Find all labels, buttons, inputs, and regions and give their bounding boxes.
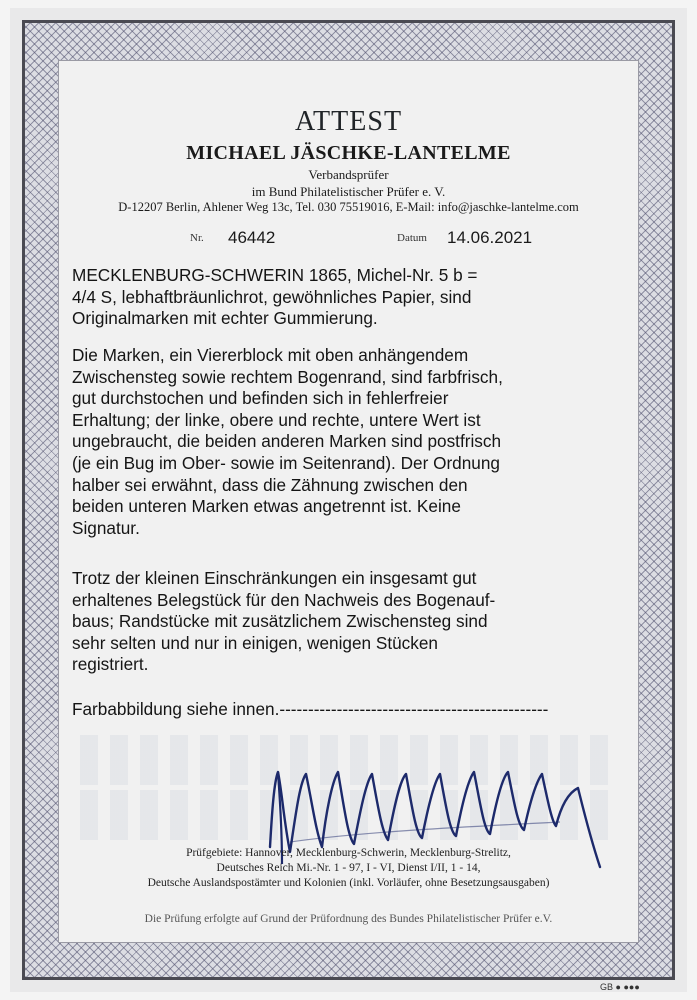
text-line: baus; Randstücke mit zusätzlichem Zwischensteg sind [72,611,488,632]
text-line: registriert. [72,654,149,675]
paragraph-assessment [72,568,620,676]
text-line: Zwischensteg sowie rechtem Bogenrand, sind farbfrisch, [72,366,503,387]
certificate-date: 14.06.2021 [447,228,533,247]
paragraph-description [72,265,620,330]
paragraph-image-note [72,699,620,721]
footer-line: Deutsche Auslandspostämter und Kolonien (inkl. Vorläufer, ohne Besetzungsausgaben) [147,877,550,889]
examiner-address: D-12207 Berlin, Ahlener Weg 13c, Tel. 030 75519016, E-Mail: info@jaschke-lantelme.com [118,200,579,214]
examination-note: Die Prüfung erfolgte auf Grund der Prüfordnung des Bundes Philatelistischer Prüfer e.V. [144,913,553,925]
examination-areas [58,846,639,891]
footer-line: Prüfgebiete: Hannover, Mecklenburg-Schwerin, Mecklenburg-Strelitz, [186,847,511,859]
paragraph-condition [72,345,620,539]
text-line: beiden unteren Marken etwas angetrennt ist. Keine [72,496,461,517]
number-label: Nr. [190,232,204,244]
text-line: erhaltenes Belegstück für den Nachweis des Bogenauf- [72,589,496,610]
examiner-name: MICHAEL JÄSCHKE-LANTELME [186,142,511,164]
text-line: Erhaltung; der linke, obere und rechte, untere Wert ist [72,409,481,430]
text-line: Die Marken, ein Viererblock mit oben anhängendem [72,345,469,365]
text-line: Signatur. [72,517,140,538]
footer-line: Deutsches Reich Mi.-Nr. 1 - 97, I - VI, Dienst I/II, 1 - 14, [216,862,481,874]
attest-title: ATTEST [294,106,403,137]
text-line: ungebraucht, die beiden anderen Marken sind postfrisch [72,431,502,452]
corner-mark: GB ● ●●● [600,982,640,992]
text-line: gut durchstochen und befinden sich in fehlerfreier [72,388,449,409]
text-line: MECKLENBURG-SCHWERIN 1865, Michel-Nr. 5 b = [72,265,478,285]
text-line: (je ein Bug im Ober- sowie im Seitenrand). Der Ordnung [72,452,500,473]
date-label: Datum [397,232,427,244]
examiner-association: im Bund Philatelistischer Prüfer e. V. [251,184,446,199]
text-line: Farbabbildung siehe innen.----------------------------------------------- [72,699,549,719]
text-line: Trotz der kleinen Einschränkungen ein insgesamt gut [72,568,477,588]
text-line: 4/4 S, lebhaftbräunlichrot, gewöhnliches Papier, sind [72,286,472,307]
text-line: Originalmarken mit echter Gummierung. [72,308,378,329]
certificate-number: 46442 [228,228,276,247]
text-line: sehr selten und nur in einigen, wenigen Stücken [72,632,438,653]
examiner-role: Verbandsprüfer [308,167,389,182]
text-line: halber sei erwähnt, dass die Zähnung zwischen den [72,474,468,495]
